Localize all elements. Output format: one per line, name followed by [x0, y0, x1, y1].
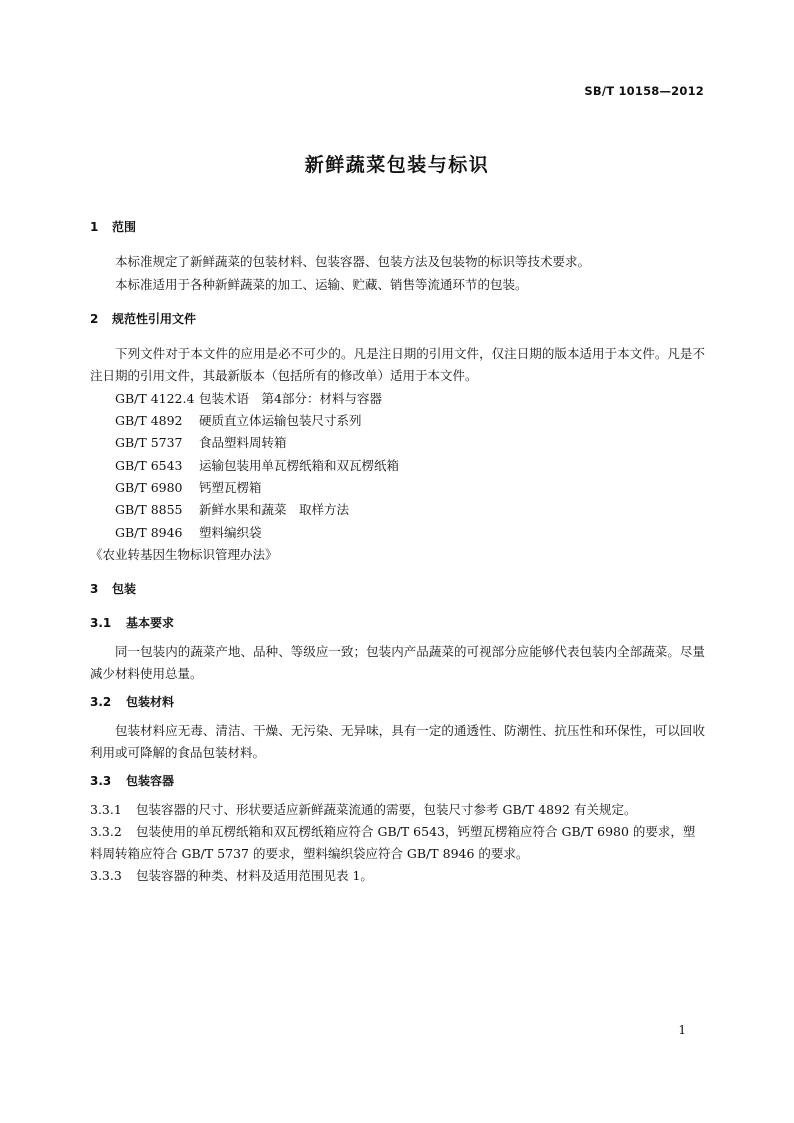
clause-text: 包装使用的单瓦楞纸箱和双瓦楞纸箱应符合 GB/T 6543，钙塑瓦楞箱应符合 GB/T 6980 的要求，塑料周转箱应符合 GB/T 5737 的要求，塑料编织袋应符合 GB/T 8946 的要求。 — [90, 823, 696, 862]
reference-item-regulation: 《农业转基因生物标识管理办法》 — [90, 546, 278, 562]
normative-references-intro: 下列文件对于本文件的应用是必不可少的。凡是注日期的引用文件，仅注日期的版本适用于本文件。凡是不注日期的引用文件，其最新版本（包括所有的修改单）适用于本文件。 — [90, 346, 705, 384]
clause-3-3-3 — [90, 865, 705, 887]
subsection-3-1-heading — [90, 612, 705, 634]
section-3-heading — [90, 578, 705, 600]
clause-3-3-1 — [90, 799, 705, 821]
reference-item — [90, 388, 705, 410]
reference-name: 新鲜水果和蔬菜 取样方法 — [199, 502, 350, 518]
reference-name: 包装术语 第4部分：材料与容器 — [199, 390, 382, 406]
section-title: 规范性引用文件 — [112, 311, 197, 326]
reference-item — [90, 522, 705, 544]
subsection-title: 包装材料 — [126, 695, 175, 710]
subsection-title: 基本要求 — [126, 616, 175, 631]
reference-item — [90, 410, 705, 432]
standard-code: SB/T 10158—2012 — [584, 84, 704, 98]
reference-item — [90, 499, 705, 521]
reference-code: GB/T 5737 — [115, 435, 183, 451]
document-title: 新鲜蔬菜包装与标识 — [304, 154, 490, 176]
reference-name: 硬质直立体运输包装尺寸系列 — [199, 413, 362, 429]
clause-number: 3.3.1 — [90, 801, 122, 817]
clause-text: 包装容器的种类、材料及适用范围见表 1。 — [136, 868, 373, 884]
section-number: 3 — [90, 582, 99, 597]
reference-name: 塑料编织袋 — [199, 524, 262, 540]
section-1-heading — [90, 216, 705, 238]
page-number: 1 — [678, 1023, 686, 1037]
packaging-materials-paragraph: 包装材料应无毒、清洁、干燥、无污染、无异味，具有一定的通透性、防潮性、抗压性和环保性，可以回收利用或可降解的食品包装材料。 — [90, 722, 705, 760]
reference-code: GB/T 4892 — [115, 413, 183, 429]
section-2-heading — [90, 308, 705, 330]
scope-paragraph-1: 本标准规定了新鲜蔬菜的包装材料、包装容器、包装方法及包装物的标识等技术要求。 — [115, 254, 591, 270]
clause-text: 包装容器的尺寸、形状要适应新鲜蔬菜流通的需要，包装尺寸参考 GB/T 4892 有关规定。 — [136, 801, 637, 817]
document-body — [90, 216, 705, 888]
clause-number: 3.3.3 — [90, 868, 122, 884]
reference-item — [90, 477, 705, 499]
reference-name: 运输包装用单瓦楞纸箱和双瓦楞纸箱 — [199, 457, 400, 473]
scope-paragraph-2: 本标准适用于各种新鲜蔬菜的加工、运输、贮藏、销售等流通环节的包装。 — [115, 276, 528, 292]
reference-code: GB/T 4122.4 — [115, 390, 195, 406]
subsection-title: 包装容器 — [126, 774, 175, 789]
reference-code: GB/T 6543 — [115, 457, 183, 473]
subsection-3-3-heading — [90, 770, 705, 792]
subsection-number: 3.3 — [90, 774, 112, 789]
subsection-number: 3.2 — [90, 695, 112, 710]
clause-3-3-2 — [90, 821, 705, 866]
subsection-3-2-heading — [90, 691, 705, 713]
clause-number: 3.3.2 — [90, 823, 122, 839]
section-number: 2 — [90, 311, 99, 326]
reference-code: GB/T 8946 — [115, 524, 183, 540]
reference-code: GB/T 6980 — [115, 479, 183, 495]
section-title: 范围 — [112, 220, 137, 234]
basic-requirements-paragraph: 同一包装内的蔬菜产地、品种、等级应一致；包装内产品蔬菜的可视部分应能够代表包装内全部蔬菜。尽量减少材料使用总量。 — [90, 643, 705, 682]
reference-name: 钙塑瓦楞箱 — [199, 479, 262, 495]
section-title: 包装 — [112, 582, 137, 597]
reference-item — [90, 432, 705, 454]
subsection-number: 3.1 — [90, 616, 112, 631]
section-number: 1 — [90, 220, 99, 234]
reference-name: 食品塑料周转箱 — [199, 435, 287, 451]
reference-item — [90, 455, 705, 477]
reference-code: GB/T 8855 — [115, 502, 183, 518]
